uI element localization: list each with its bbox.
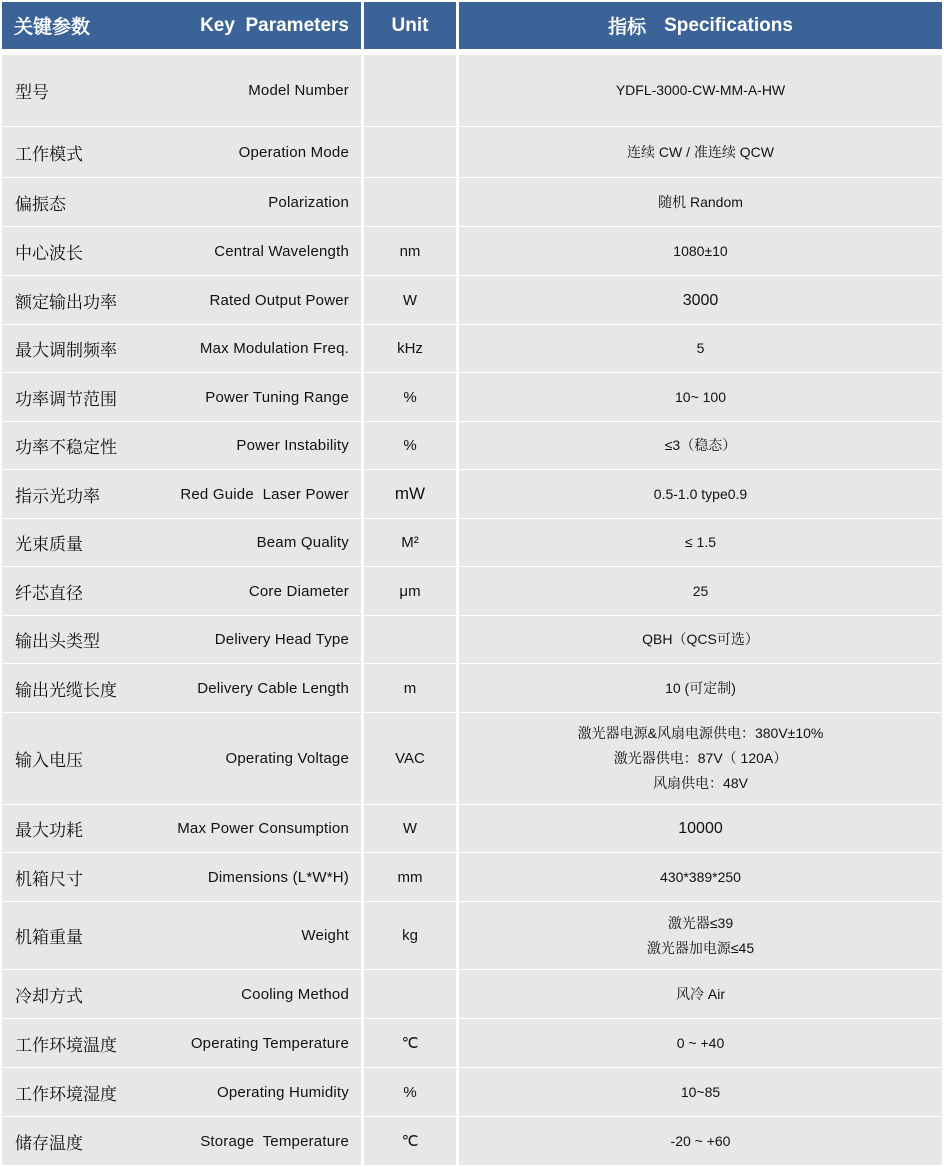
param-cell — [2, 55, 361, 126]
param-cell — [2, 853, 361, 901]
param-cell — [2, 713, 361, 804]
table-row — [0, 805, 944, 854]
spec-cell — [459, 127, 942, 177]
unit-value: VAC — [395, 750, 425, 767]
unit-cell — [364, 1019, 456, 1067]
table-row — [0, 970, 944, 1020]
param-name-cn: 中心波长 — [15, 243, 83, 264]
param-name-en: Operating Humidity — [217, 1083, 349, 1101]
table-row — [0, 470, 944, 520]
param-name-en: Central Wavelength — [214, 242, 349, 260]
unit-cell — [364, 664, 456, 712]
spec-value: 激光器加电源≤45 — [646, 939, 755, 956]
param-name-cn: 输出光缆长度 — [15, 680, 117, 701]
spec-cell — [459, 1019, 942, 1067]
spec-value: YDFL-3000-CW-MM-A-HW — [615, 82, 786, 98]
unit-cell — [364, 616, 456, 663]
table-row — [0, 713, 944, 806]
param-name-cn: 工作环境湿度 — [15, 1084, 117, 1105]
unit-cell — [364, 970, 456, 1018]
spec-value: ≤ 1.5 — [684, 534, 717, 550]
unit-value: M² — [401, 534, 419, 551]
table-row — [0, 178, 944, 228]
spec-value: 10~ 100 — [675, 388, 726, 405]
spec-value: 25 — [692, 582, 709, 599]
spec-value: 激光器≤39 — [667, 914, 734, 931]
unit-cell — [364, 227, 456, 275]
param-name-en: Core Diameter — [248, 582, 349, 600]
spec-value: 0.5-1.0 type0.9 — [653, 485, 748, 502]
unit-value: ℃ — [401, 1133, 419, 1150]
table-row — [0, 1117, 944, 1167]
unit-cell — [364, 325, 456, 372]
header-spec-en: Specifications — [664, 14, 793, 36]
param-name-en: Delivery Head Type — [214, 631, 349, 648]
param-cell — [2, 805, 361, 852]
spec-value: 激光器供电：87V（ 120A） — [613, 750, 788, 766]
spec-value: 连续 CW / 准连续 QCW — [627, 143, 774, 160]
unit-value: W — [402, 820, 418, 837]
header-specifications — [459, 2, 942, 49]
unit-cell — [364, 902, 456, 969]
spec-cell — [459, 55, 942, 126]
param-cell — [2, 127, 361, 177]
unit-value: ℃ — [401, 1035, 419, 1052]
spec-value: QBH（QCS可选） — [642, 631, 759, 647]
param-cell — [2, 1068, 361, 1116]
unit-value: mW — [394, 484, 426, 503]
spec-cell — [459, 616, 942, 663]
unit-cell — [364, 1068, 456, 1116]
header-unit — [364, 2, 456, 49]
spec-value: 3000 — [682, 291, 719, 309]
spec-cell — [459, 519, 942, 566]
param-name-en: Operating Voltage — [225, 750, 349, 767]
spec-cell — [459, 422, 942, 469]
unit-cell — [364, 55, 456, 126]
header-unit-label: Unit — [391, 14, 429, 36]
spec-value: 1080±10 — [673, 242, 728, 259]
table-row — [0, 664, 944, 714]
spec-cell — [459, 373, 942, 421]
param-name-cn: 输出头类型 — [15, 632, 100, 652]
spec-cell — [459, 470, 942, 518]
param-cell — [2, 519, 361, 566]
param-name-cn: 输入电压 — [15, 751, 83, 771]
param-name-cn: 储存温度 — [15, 1133, 83, 1154]
param-name-en: Operation Mode — [238, 143, 349, 161]
param-name-cn: 功率不稳定性 — [15, 438, 117, 458]
spec-value: ≤3（稳态） — [664, 437, 737, 453]
table-row — [0, 325, 944, 374]
spec-value: 0 ~ +40 — [676, 1034, 725, 1051]
unit-cell — [364, 567, 456, 615]
spec-cell — [459, 276, 942, 324]
unit-cell — [364, 276, 456, 324]
param-name-en: Weight — [301, 927, 349, 944]
spec-value: 风扇供电：48V — [653, 775, 748, 791]
param-cell — [2, 373, 361, 421]
param-cell — [2, 664, 361, 712]
spec-cell — [459, 805, 942, 852]
spec-cell — [459, 664, 942, 712]
param-cell — [2, 227, 361, 275]
header-spec-cn: 指标 — [608, 17, 647, 38]
spec-cell — [459, 178, 942, 226]
table-row — [0, 519, 944, 568]
param-name-en: Operating Temperature — [190, 1034, 349, 1052]
table-row — [0, 902, 944, 971]
param-name-en: Polarization — [268, 193, 349, 211]
param-cell — [2, 970, 361, 1018]
table-row — [0, 1068, 944, 1118]
spec-cell — [459, 227, 942, 275]
spec-cell — [459, 713, 942, 804]
table-row — [0, 276, 944, 326]
table-row — [0, 373, 944, 423]
unit-value: % — [403, 388, 417, 406]
table-row — [0, 227, 944, 277]
spec-value: 10 (可定制) — [665, 679, 736, 696]
param-name-en: Rated Output Power — [209, 291, 349, 309]
param-name-en: Max Modulation Freq. — [199, 340, 349, 357]
unit-value: nm — [399, 242, 421, 260]
unit-cell — [364, 1117, 456, 1165]
table-row — [0, 422, 944, 471]
param-cell — [2, 567, 361, 615]
spec-value: 风冷 Air — [676, 985, 725, 1002]
param-cell — [2, 178, 361, 226]
param-name-en: Max Power Consumption — [177, 820, 349, 837]
param-name-cn: 机箱尺寸 — [15, 869, 83, 890]
spec-cell — [459, 567, 942, 615]
param-cell — [2, 1019, 361, 1067]
param-name-cn: 型号 — [15, 83, 49, 103]
header-param-cn: 关键参数 — [14, 17, 91, 38]
unit-value: mm — [397, 868, 423, 886]
unit-cell — [364, 470, 456, 518]
param-name-cn: 纤芯直径 — [15, 583, 83, 604]
spec-cell — [459, 970, 942, 1018]
spec-cell — [459, 1068, 942, 1116]
spec-value: 随机 Random — [658, 193, 743, 210]
param-cell — [2, 422, 361, 469]
table-row — [0, 567, 944, 617]
param-cell — [2, 616, 361, 663]
param-cell — [2, 1117, 361, 1165]
spec-value: -20 ~ +60 — [670, 1132, 731, 1149]
unit-value: m — [403, 679, 417, 697]
spec-value: 5 — [696, 340, 705, 356]
unit-cell — [364, 422, 456, 469]
spec-cell — [459, 325, 942, 372]
param-name-en: Power Instability — [236, 437, 349, 454]
header-key-parameters — [2, 2, 361, 49]
param-name-cn: 工作环境温度 — [15, 1035, 117, 1056]
param-name-cn: 最大调制频率 — [15, 341, 117, 361]
param-name-cn: 偏振态 — [15, 194, 66, 215]
unit-cell — [364, 853, 456, 901]
param-name-en: Model Number — [248, 82, 349, 99]
param-name-en: Delivery Cable Length — [197, 679, 349, 697]
param-name-en: Power Tuning Range — [205, 388, 349, 406]
spec-cell — [459, 902, 942, 969]
param-cell — [2, 470, 361, 518]
unit-value: kg — [402, 927, 418, 944]
param-name-cn: 额定输出功率 — [15, 292, 117, 313]
spec-value: 激光器电源&风扇电源供电：380V±10% — [577, 725, 824, 741]
spec-value: 10000 — [678, 820, 723, 837]
table-row — [0, 616, 944, 665]
param-name-en: Beam Quality — [256, 534, 349, 551]
table-header — [0, 0, 944, 50]
param-name-en: Red Guide Laser Power — [180, 485, 349, 503]
table-row — [0, 1019, 944, 1069]
unit-value: % — [403, 437, 417, 454]
spec-value: 430*389*250 — [660, 868, 741, 885]
unit-value: μm — [399, 582, 421, 600]
unit-value: % — [403, 1083, 417, 1101]
unit-cell — [364, 805, 456, 852]
param-name-cn: 指示光功率 — [15, 486, 100, 507]
param-name-cn: 工作模式 — [15, 144, 83, 165]
unit-value: W — [402, 291, 418, 309]
unit-cell — [364, 178, 456, 226]
spec-cell — [459, 853, 942, 901]
unit-cell — [364, 373, 456, 421]
param-name-cn: 机箱重量 — [15, 928, 83, 948]
unit-cell — [364, 519, 456, 566]
param-cell — [2, 902, 361, 969]
param-name-cn: 功率调节范围 — [15, 389, 117, 410]
spec-value: 10~85 — [680, 1083, 721, 1100]
table-row — [0, 55, 944, 128]
param-name-cn: 冷却方式 — [15, 986, 83, 1007]
param-name-en: Dimensions (L*W*H) — [207, 868, 349, 886]
unit-cell — [364, 713, 456, 804]
header-param-en: Key Parameters — [200, 14, 349, 36]
table-row — [0, 853, 944, 903]
param-name-en: Cooling Method — [241, 985, 349, 1003]
param-name-cn: 最大功耗 — [15, 821, 83, 841]
param-cell — [2, 276, 361, 324]
spec-cell — [459, 1117, 942, 1165]
param-cell — [2, 325, 361, 372]
param-name-en: Storage Temperature — [200, 1132, 349, 1150]
param-name-cn: 光束质量 — [15, 535, 83, 555]
unit-cell — [364, 127, 456, 177]
table-row — [0, 127, 944, 179]
unit-value: kHz — [397, 340, 423, 357]
